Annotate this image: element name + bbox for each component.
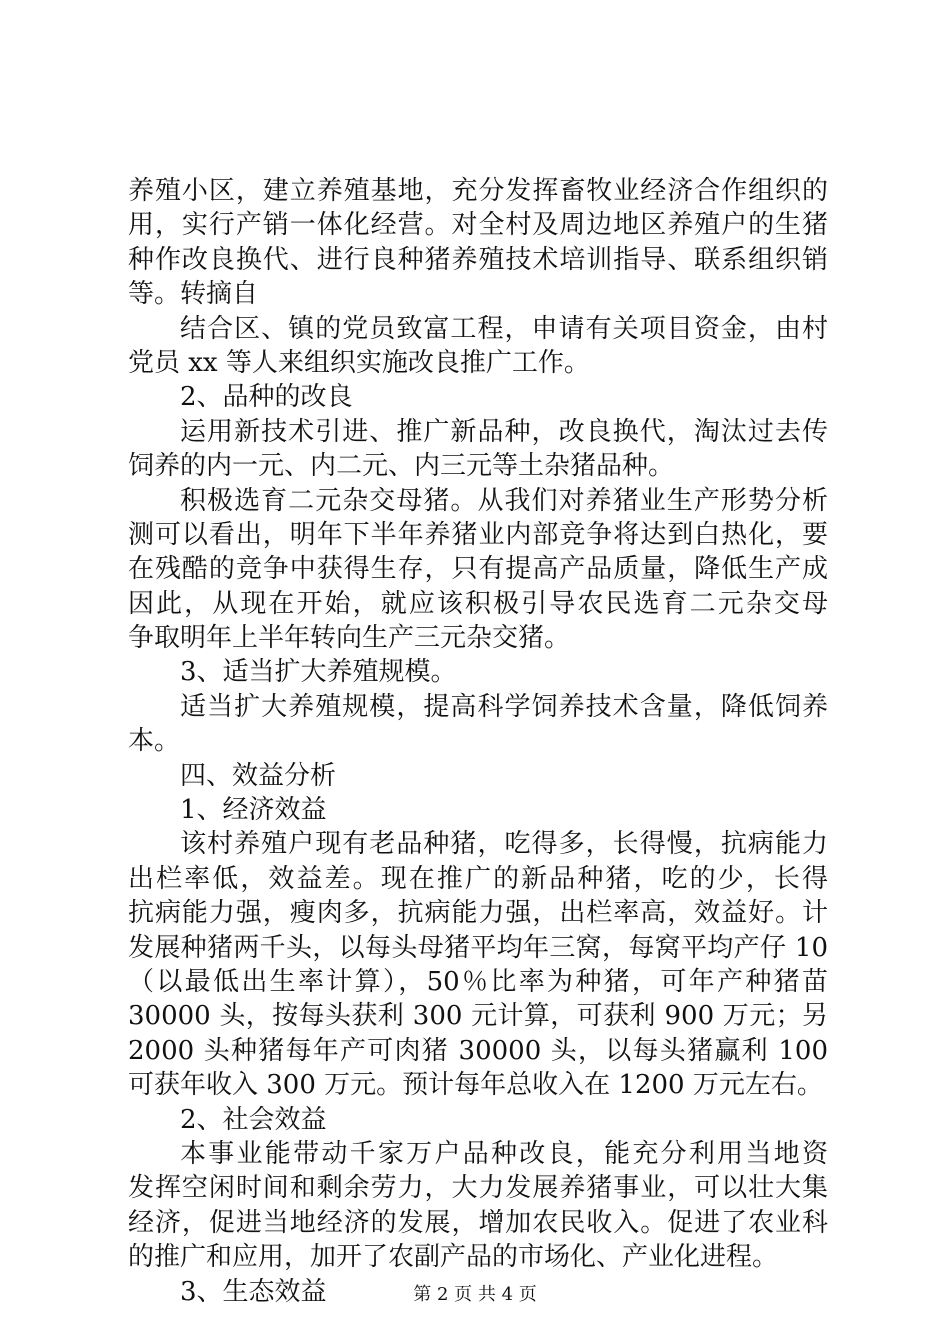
page-number-label: 第 2 页 共 4 页 bbox=[413, 1284, 537, 1305]
text-line: 用，实行产销一体化经营。对全村及周边地区养殖户的生猪 bbox=[128, 210, 828, 241]
text-line: 30000 头，按每头获利 300 元计算，可获利 900 万元；另 bbox=[128, 1001, 828, 1032]
text-line: 适当扩大养殖规模，提高科学饲养技术含量，降低饲养 bbox=[180, 691, 828, 722]
text-line: 的推广和应用，加开了农副产品的市场化、产业化进程。 bbox=[128, 1242, 779, 1273]
text-line: 出栏率低，效益差。现在推广的新品种猪，吃的少，长得 bbox=[128, 863, 828, 894]
text-line: 因此，从现在开始，就应该积极引导农民选育二元杂交母 bbox=[128, 588, 828, 619]
text-line: 本。 bbox=[128, 726, 181, 757]
document-body bbox=[128, 174, 828, 1309]
text-line: 本事业能带动千家万户品种改良，能充分利用当地资 bbox=[180, 1138, 828, 1169]
text-line: 争取明年上半年转向生产三元杂交猪。 bbox=[128, 623, 571, 654]
text-line: 养殖小区，建立养殖基地，充分发挥畜牧业经济合作组织的 bbox=[128, 176, 828, 206]
text-line: 四、效益分析 bbox=[180, 760, 337, 791]
text-line: 结合区、镇的党员致富工程，申请有关项目资金，由村 bbox=[180, 313, 828, 344]
text-line: 抗病能力强，瘦肉多，抗病能力强，出栏率高，效益好。计 bbox=[128, 898, 828, 929]
text-line: 积极选育二元杂交母猪。从我们对养猪业生产形势分析 bbox=[180, 485, 828, 516]
text-line: 党员 xx 等人来组织实施改良推广工作。 bbox=[128, 347, 590, 378]
text-line: 经济，促进当地经济的发展，增加农民收入。促进了农业科 bbox=[128, 1207, 828, 1238]
text-line: 在残酷的竞争中获得生存，只有提高产品质量，降低生产成 bbox=[128, 554, 828, 585]
text-line: 测可以看出，明年下半年养猪业内部竞争将达到白热化，要 bbox=[128, 519, 828, 550]
text-line: 可获年收入 300 万元。预计每年总收入在 1200 万元左右。 bbox=[128, 1070, 823, 1101]
text-line: 3、适当扩大养殖规模。 bbox=[180, 657, 457, 688]
text-line: 该村养殖户现有老品种猪，吃得多，长得慢，抗病能力 bbox=[180, 829, 828, 860]
text-line: 饲养的内一元、内二元、内三元等土杂猪品种。 bbox=[128, 451, 675, 482]
page-footer bbox=[0, 1284, 950, 1306]
text-line: 发展种猪两千头，以每头母猪平均年三窝，每窝平均产仔 10 bbox=[128, 932, 828, 963]
text-line: 2、品种的改良 bbox=[180, 382, 353, 413]
text-line: 1、经济效益 bbox=[180, 795, 327, 826]
text-line: 运用新技术引进、推广新品种，改良换代，淘汰过去传 bbox=[180, 416, 828, 447]
text-line: （以最低出生率计算），50％比率为种猪，可年产种猪苗 bbox=[128, 966, 828, 997]
text-line: 发挥空闲时间和剩余劳力，大力发展养猪事业，可以壮大集 bbox=[128, 1173, 828, 1204]
text-line: 种作改良换代、进行良种猪养殖技术培训指导、联系组织销 bbox=[128, 244, 828, 275]
text-line: 等。转摘自 bbox=[128, 279, 259, 310]
text-line: 3、生态效益 bbox=[180, 1276, 327, 1307]
text-line: 2、社会效益 bbox=[180, 1104, 327, 1135]
text-line: 2000 头种猪每年产可肉猪 30000 头，以每头猪赢利 100 bbox=[128, 1035, 828, 1066]
